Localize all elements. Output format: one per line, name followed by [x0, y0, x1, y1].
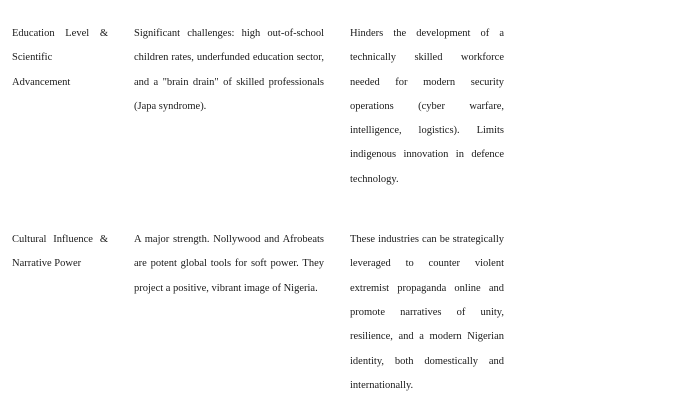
analysis-cell: A major strength. Nollywood and Afrobeats are potent global tools for soft power. They project a positive, vibrant image of Nigeria. [134, 234, 324, 294]
factor-cell: Cultural Influence & Narrative Power [12, 234, 108, 270]
implication-cell: These industries can be strategically leveraged to counter violent extremist propaganda online and promote narratives of unity, resilience, and a modern Nigerian identity, both domestically and internationally. [350, 234, 504, 391]
analysis-cell: Significant challenges: high out-of-school children rates, underfunded education sector, and a "brain drain" of skilled professionals (Japa syndrome). [134, 28, 324, 112]
factor-cell: Education Level & Scientific Advancement [12, 28, 108, 88]
analysis-table [12, 22, 504, 398]
implication-cell: Hinders the development of a technically skilled workforce needed for modern security operations (cyber warfare, intelligence, logistics). Limits indigenous innovation in defence technology. [350, 28, 504, 185]
table-row-culture [12, 228, 504, 398]
table-row-education [12, 22, 504, 192]
